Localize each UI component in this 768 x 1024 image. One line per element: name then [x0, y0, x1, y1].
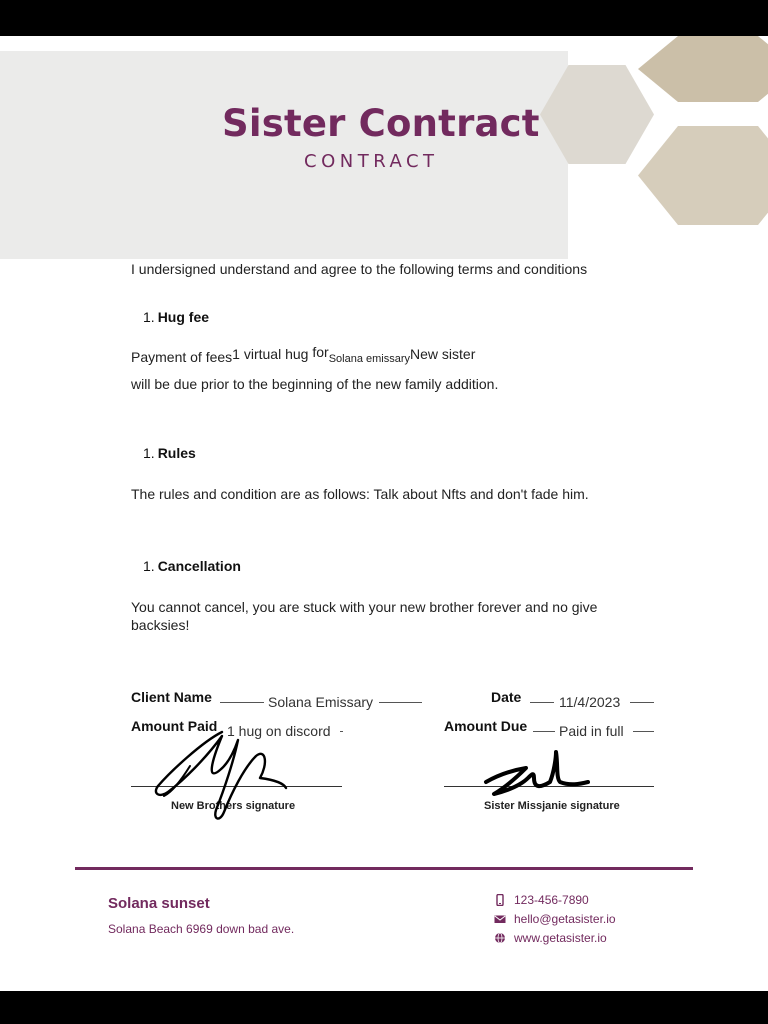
section-number: 1. — [143, 558, 155, 574]
contract-page — [0, 36, 768, 991]
fee-party: Solana emissary — [328, 353, 411, 365]
section-number: 1. — [143, 445, 155, 461]
handwritten-signature-right — [480, 748, 595, 802]
fee-recipient: New sister — [410, 346, 476, 362]
section-label: Cancellation — [157, 558, 241, 574]
cancellation-paragraph: You cannot cancel, you are stuck with your new brother forever and no give backsies! — [131, 599, 598, 633]
contact-phone — [494, 893, 589, 907]
sister-signature-label: Sister Missjanie signature — [484, 800, 620, 812]
fee-amount: 1 virtual hug — [232, 346, 309, 362]
mail-icon — [494, 913, 506, 925]
section-label: Hug fee — [157, 309, 210, 325]
new-brother-signature-label: New Brothers signature — [171, 800, 296, 812]
globe-icon — [494, 932, 506, 944]
field-underline — [379, 702, 422, 703]
fee-for-word: for — [312, 344, 329, 360]
contact-email — [494, 912, 616, 926]
footer-divider — [75, 867, 693, 870]
fee-prefix: Payment of fees — [131, 349, 233, 365]
hug-fee-paragraph — [131, 345, 591, 397]
date-value: 11/4/2023 — [559, 694, 621, 710]
section-heading-hug-fee — [143, 309, 209, 325]
field-underline — [340, 731, 343, 732]
email-text[interactable]: hello@getasister.io — [514, 912, 616, 926]
field-underline — [533, 731, 555, 732]
header-band — [0, 51, 568, 259]
field-underline — [220, 702, 264, 703]
client-name-value: Solana Emissary — [268, 694, 374, 710]
phone-text: 123-456-7890 — [514, 893, 589, 907]
website-text[interactable]: www.getasister.io — [514, 931, 607, 945]
field-underline — [630, 702, 654, 703]
hexagon-decoration — [638, 126, 768, 225]
section-heading-rules — [143, 445, 196, 461]
fee-line2: will be due prior to the beginning of the new family addition. — [131, 376, 499, 392]
contact-website — [494, 931, 607, 945]
hexagon-decoration — [638, 36, 768, 102]
handwritten-signature-left — [150, 726, 295, 826]
amount-due-label: Amount Due — [444, 718, 528, 734]
section-number: 1. — [143, 309, 155, 325]
amount-paid-label: Amount Paid — [131, 718, 218, 734]
section-heading-cancellation — [143, 558, 241, 574]
field-underline — [633, 731, 654, 732]
client-name-label: Client Name — [131, 689, 212, 705]
phone-icon — [494, 894, 506, 906]
intro-text: I undersigned understand and agree to the following terms and conditions — [131, 261, 588, 277]
company-name: Solana sunset — [108, 895, 210, 912]
amount-paid-value: 1 hug on discord — [227, 723, 331, 739]
date-label: Date — [491, 689, 522, 705]
section-label: Rules — [157, 445, 196, 461]
document-title: Sister Contract — [222, 102, 540, 145]
amount-due-value: Paid in full — [559, 723, 624, 739]
field-underline — [530, 702, 554, 703]
company-address: Solana Beach 6969 down bad ave. — [108, 922, 295, 936]
document-subtitle: CONTRACT — [304, 151, 439, 172]
rules-paragraph: The rules and condition are as follows: Talk about Nfts and don't fade him. — [131, 486, 589, 502]
